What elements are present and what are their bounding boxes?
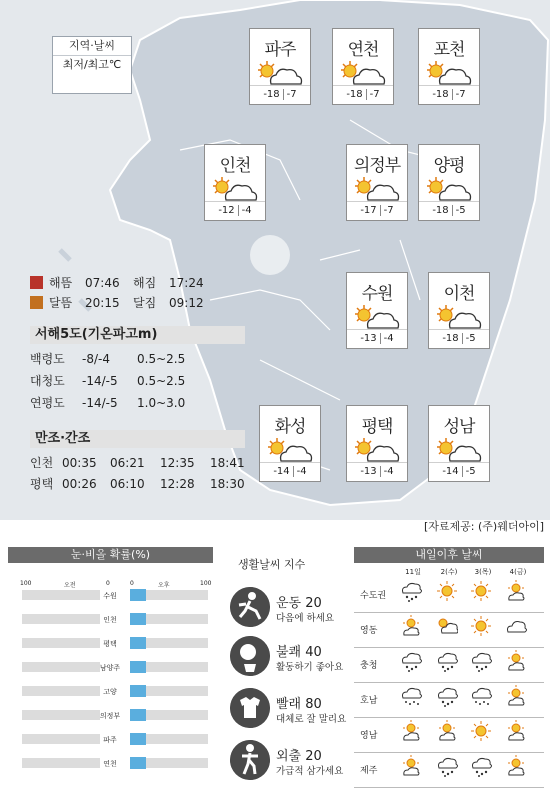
city-name: 연천 xyxy=(347,40,379,60)
cloud-rain-icon xyxy=(400,650,422,672)
forecast-day: 11일 xyxy=(405,568,421,576)
laundry-icon xyxy=(230,688,270,728)
temp-range xyxy=(429,329,489,348)
pm-bar-fill xyxy=(130,685,146,697)
life-name: 운동 20 xyxy=(276,596,322,611)
high-temp: -4 xyxy=(383,333,394,344)
precip-city: 고양 xyxy=(103,688,117,696)
life-name: 불쾌 40 xyxy=(276,645,322,660)
island-temp: -14/-5 xyxy=(82,374,118,388)
am-bar-track xyxy=(22,710,100,720)
forecast-day: 2(수) xyxy=(440,568,458,576)
partly-sunny-icon xyxy=(436,720,458,742)
sun-cloud-icon xyxy=(352,437,402,465)
sun-cloud-icon xyxy=(265,437,315,465)
city-name: 양평 xyxy=(433,156,465,176)
low-temp: -18 xyxy=(442,333,459,344)
city-name: 파주 xyxy=(264,40,296,60)
island-name: 연평도 xyxy=(30,396,65,410)
tide-time: 06:21 xyxy=(110,456,145,470)
forecast-region: 제주 xyxy=(360,766,378,776)
high-temp: -7 xyxy=(369,89,380,100)
partly-sunny-icon xyxy=(400,755,422,777)
moonset-label: 달짐 xyxy=(133,296,157,310)
sunrise-time: 07:46 xyxy=(85,276,120,290)
partly-sunny-icon xyxy=(505,580,527,602)
moonrise-label: 달뜸 xyxy=(49,296,73,310)
city-name: 화성 xyxy=(274,417,306,437)
sun-cloud-icon xyxy=(434,304,484,332)
low-temp: -13 xyxy=(360,333,377,344)
partly-sunny-icon xyxy=(505,755,527,777)
tide-time: 06:10 xyxy=(110,477,145,491)
partly-sunny-icon xyxy=(505,720,527,742)
forecast-row xyxy=(354,611,544,648)
tide-time: 12:35 xyxy=(160,456,195,470)
am-bar-track xyxy=(22,614,100,624)
cloud-snow-icon xyxy=(400,685,422,707)
pm-bar-fill xyxy=(130,661,146,673)
low-temp: -18 xyxy=(346,89,363,100)
cloud-rain-icon xyxy=(400,580,422,602)
outing-icon xyxy=(230,740,270,780)
discomfort-icon xyxy=(230,636,270,676)
life-desc: 활동하기 좋아요 xyxy=(276,662,344,673)
axis-label: 100 xyxy=(200,580,212,587)
island-wave: 1.0~3.0 xyxy=(137,396,186,410)
high-temp: -5 xyxy=(465,333,476,344)
sunrise-label: 해뜸 xyxy=(49,276,73,290)
low-temp: -17 xyxy=(360,205,377,216)
forecast-row xyxy=(354,716,544,753)
city-card-seongnam xyxy=(428,405,490,482)
tide-time: 18:41 xyxy=(210,456,245,470)
moonrise-icon xyxy=(30,296,43,309)
island-name: 백령도 xyxy=(30,352,65,366)
island-wave: 0.5~2.5 xyxy=(137,352,186,366)
temp-range xyxy=(429,462,489,481)
am-bar-track xyxy=(22,590,100,600)
city-card-icheon xyxy=(428,272,490,349)
city-card-uijeongbu xyxy=(346,144,408,221)
moonrise-time: 20:15 xyxy=(85,296,120,310)
tide-row xyxy=(30,454,245,471)
low-temp: -18 xyxy=(432,205,449,216)
am-bar-track xyxy=(22,638,100,648)
precip-city: 평택 xyxy=(103,640,117,648)
forecast-title: 내일이후 날씨 xyxy=(354,547,544,563)
sun-cloud-icon xyxy=(210,176,260,204)
pm-bar-fill xyxy=(130,757,146,769)
sun-cloud-icon xyxy=(424,176,474,204)
pm-bar-fill xyxy=(130,637,146,649)
cloud-rain-icon xyxy=(470,650,492,672)
axis-label: 100 xyxy=(20,580,32,587)
temp-range xyxy=(333,85,393,104)
cloud-rain-icon xyxy=(436,685,458,707)
port-name: 인천 xyxy=(30,456,54,470)
am-bar-track xyxy=(22,686,100,696)
high-temp: -4 xyxy=(241,205,252,216)
temp-range xyxy=(347,462,407,481)
map-legend xyxy=(52,36,132,94)
low-temp: -14 xyxy=(442,466,459,477)
moonset-time: 09:12 xyxy=(169,296,204,310)
temp-range xyxy=(205,201,265,220)
forecast-region: 충청 xyxy=(360,661,378,671)
forecast-region: 수도권 xyxy=(360,591,387,601)
low-temp: -12 xyxy=(218,205,235,216)
tide-time: 00:35 xyxy=(62,456,97,470)
high-temp: -7 xyxy=(455,89,466,100)
sun-cloud-icon xyxy=(434,437,484,465)
cloud-icon xyxy=(505,615,527,637)
precip-title: 눈·비올 확률(%) xyxy=(8,547,213,563)
forecast-region: 호남 xyxy=(360,696,378,706)
life-name: 빨래 80 xyxy=(276,697,322,712)
moon-times xyxy=(30,294,204,311)
tide-time: 12:28 xyxy=(160,477,195,491)
cloud-rain-icon xyxy=(436,755,458,777)
precip-city: 연천 xyxy=(103,760,117,768)
forecast-day: 4(금) xyxy=(509,568,527,576)
am-label: 오전 xyxy=(64,582,76,589)
sunrise-icon xyxy=(30,276,43,289)
city-card-yangpyeong xyxy=(418,144,480,221)
high-temp: -7 xyxy=(286,89,297,100)
temp-range xyxy=(347,329,407,348)
city-name: 성남 xyxy=(443,417,475,437)
tide-time: 18:30 xyxy=(210,477,245,491)
sun-times xyxy=(30,274,204,291)
seoul-area xyxy=(250,235,290,275)
city-name: 평택 xyxy=(361,417,393,437)
life-desc: 가급적 삼가세요 xyxy=(276,766,344,777)
forecast-day: 3(목) xyxy=(474,568,492,576)
sun-icon xyxy=(436,580,458,602)
partly-sunny-icon xyxy=(400,615,422,637)
sea-row xyxy=(30,372,185,389)
cloud-rain-icon xyxy=(470,755,492,777)
partly-sunny-icon xyxy=(505,650,527,672)
temp-range xyxy=(419,201,479,220)
low-temp: -18 xyxy=(263,89,280,100)
city-name: 의정부 xyxy=(353,156,401,176)
city-name: 포천 xyxy=(433,40,465,60)
life-desc: 다음에 하세요 xyxy=(276,613,335,624)
axis-label: 0 xyxy=(106,580,110,587)
pm-bar-fill xyxy=(130,709,146,721)
cloud-snow-icon xyxy=(470,685,492,707)
partly-sunny-icon xyxy=(400,720,422,742)
life-item-discomfort xyxy=(230,636,342,682)
sun-cloud-icon xyxy=(255,60,305,88)
city-name: 인천 xyxy=(219,156,251,176)
cloud-rain-icon xyxy=(436,650,458,672)
data-source: [자료제공: (주)웨더아이] xyxy=(423,520,544,533)
sea-section-title: 서해5도(기온파고m) xyxy=(30,326,245,344)
city-card-suwon xyxy=(346,272,408,349)
pm-bar-fill xyxy=(130,733,146,745)
city-card-incheon xyxy=(204,144,266,221)
tide-section-title: 만조·간조 xyxy=(30,430,245,448)
tide-row xyxy=(30,475,245,492)
life-item-exercise xyxy=(230,587,342,633)
city-name: 수원 xyxy=(361,284,393,304)
exercise-icon xyxy=(230,587,270,627)
sun-cloud-icon xyxy=(352,304,402,332)
sun-cloud-icon xyxy=(338,60,388,88)
high-temp: -5 xyxy=(455,205,466,216)
forecast-row xyxy=(354,646,544,683)
forecast-row xyxy=(354,576,544,613)
axis-label: 0 xyxy=(130,580,134,587)
sun-icon xyxy=(470,580,492,602)
life-title: 생활날씨 지수 xyxy=(238,558,306,571)
tide-time: 00:26 xyxy=(62,477,97,491)
low-temp: -13 xyxy=(360,466,377,477)
island-temp: -8/-4 xyxy=(82,352,110,366)
sun-cloud-icon xyxy=(352,176,402,204)
sea-row xyxy=(30,394,185,411)
city-card-yeoncheon xyxy=(332,28,394,105)
pm-bar-fill xyxy=(130,589,146,601)
forecast-row xyxy=(354,681,544,718)
forecast-region: 영동 xyxy=(360,626,378,636)
city-card-hwaseong xyxy=(259,405,321,482)
precip-city: 인천 xyxy=(103,616,117,624)
high-temp: -5 xyxy=(465,466,476,477)
temp-range xyxy=(250,85,310,104)
high-temp: -7 xyxy=(383,205,394,216)
low-temp: -14 xyxy=(273,466,290,477)
city-card-pocheon xyxy=(418,28,480,105)
legend-line1: 지역·날씨 xyxy=(53,37,131,56)
sunset-label: 해짐 xyxy=(133,276,157,290)
precip-city: 의정부 xyxy=(99,712,121,720)
city-card-pyeongtaek xyxy=(346,405,408,482)
sun-icon xyxy=(470,615,492,637)
temp-range xyxy=(419,85,479,104)
life-item-laundry xyxy=(230,688,347,734)
legend-line2: 최저/최고℃ xyxy=(62,58,122,71)
temp-range xyxy=(347,201,407,220)
high-temp: -4 xyxy=(296,466,307,477)
am-bar-track xyxy=(22,662,100,672)
high-temp: -4 xyxy=(383,466,394,477)
pm-label: 오후 xyxy=(158,582,170,589)
forecast-region: 영남 xyxy=(360,731,378,741)
port-name: 평택 xyxy=(30,477,54,491)
low-temp: -18 xyxy=(432,89,449,100)
precip-city: 수원 xyxy=(103,592,117,600)
sun-cloud-icon xyxy=(424,60,474,88)
island-name: 대청도 xyxy=(30,374,65,388)
sunset-time: 17:24 xyxy=(169,276,204,290)
cloud-sun-icon xyxy=(436,615,458,637)
sun-icon xyxy=(470,720,492,742)
forecast-row xyxy=(354,751,544,788)
am-bar-track xyxy=(22,758,100,768)
life-name: 외출 20 xyxy=(276,749,322,764)
island-wave: 0.5~2.5 xyxy=(137,374,186,388)
island-temp: -14/-5 xyxy=(82,396,118,410)
life-item-outing xyxy=(230,740,342,786)
sea-row xyxy=(30,350,185,367)
pm-bar-fill xyxy=(130,613,146,625)
precip-city: 파주 xyxy=(103,736,117,744)
partly-sunny-icon xyxy=(505,685,527,707)
precip-city: 남양주 xyxy=(99,664,121,672)
city-card-paju xyxy=(249,28,311,105)
am-bar-track xyxy=(22,734,100,744)
temp-range xyxy=(260,462,320,481)
city-name: 이천 xyxy=(443,284,475,304)
life-desc: 대체로 잘 말리요 xyxy=(276,714,347,725)
